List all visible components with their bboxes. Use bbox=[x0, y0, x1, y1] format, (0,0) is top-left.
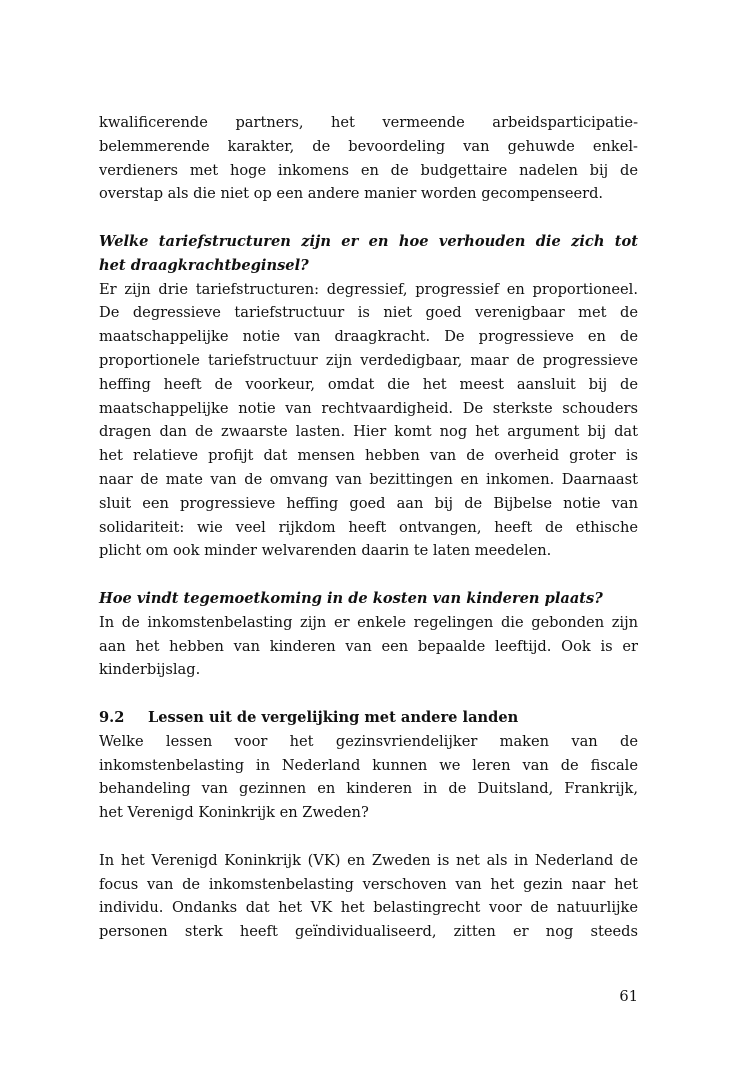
answer-1-line-4: proportionele tariefstructuur zijn verdedigbaar, maar de progressieve bbox=[99, 351, 638, 369]
intro-line-2: belemmerende karakter, de bevoordeling van gehuwde enkel- bbox=[99, 137, 638, 155]
answer-1-line-5: heffing heeft de voorkeur, omdat die het meest aansluit bij de bbox=[99, 375, 638, 393]
answer-1-line-12: plicht om ook minder welvarenden daarin te laten meedelen. bbox=[99, 542, 552, 560]
question-2-heading bbox=[99, 587, 638, 611]
section-heading bbox=[99, 706, 638, 730]
answer-1-line-6: maatschappelijke notie van rechtvaardigheid. De sterkste schouders bbox=[99, 399, 638, 417]
spacer bbox=[99, 825, 638, 849]
answer-1-line-10: sluit een progressieve heffing goed aan bij de Bijbelse notie van bbox=[99, 494, 638, 512]
answer-2-line-2: aan het hebben van kinderen van een bepaalde leeftijd. Ook is er bbox=[99, 637, 638, 655]
answer-1-line-7: dragen dan de zwaarste lasten. Hier komt nog het argument bij dat bbox=[99, 423, 638, 441]
answer-1-line-3: maatschappelijke notie van draagkracht. De progressieve en de bbox=[99, 328, 638, 346]
answer-1-line-8: het relatieve profijt dat mensen hebben van de overheid groter is bbox=[99, 447, 638, 465]
intro-paragraph bbox=[99, 111, 638, 206]
question-2-line-1: Hoe vindt tegemoetkoming in de kosten van kinderen plaats? bbox=[99, 589, 603, 607]
question-1-line-2: het draagkrachtbeginsel? bbox=[99, 256, 309, 274]
spacer bbox=[99, 682, 638, 706]
answer-1-line-1: Er zijn drie tariefstructuren: degressief, progressief en proportioneel. bbox=[99, 280, 638, 298]
spacer bbox=[99, 206, 638, 230]
answer-2-line-3: kinderbijslag. bbox=[99, 661, 201, 679]
intro-line-4: overstap als die niet op een andere manier worden gecompenseerd. bbox=[99, 185, 604, 203]
section-paragraph-2 bbox=[99, 849, 638, 944]
answer-1-paragraph bbox=[99, 278, 638, 564]
section-p1-line-4: het Verenigd Koninkrijk en Zweden? bbox=[99, 804, 369, 822]
section-title: Lessen uit de vergelijking met andere landen bbox=[148, 708, 519, 726]
section-p1-line-1: Welke lessen voor het gezinsvriendelijker maken van de bbox=[99, 732, 638, 750]
section-p1-line-3: behandeling van gezinnen en kinderen in de Duitsland, Frankrijk, bbox=[99, 780, 638, 798]
answer-1-line-9: naar de mate van de omvang van bezittingen en inkomen. Daarnaast bbox=[99, 470, 638, 488]
section-p2-line-1: In het Verenigd Koninkrijk (VK) en Zweden is net als in Nederland de bbox=[99, 851, 638, 869]
page-body bbox=[99, 111, 638, 944]
section-p2-line-2: focus van de inkomstenbelasting verschoven van het gezin naar het bbox=[99, 875, 638, 893]
intro-line-1: kwalificerende partners, het vermeende arbeidsparticipatie- bbox=[99, 114, 638, 131]
section-p1-line-2: inkomstenbelasting in Nederland kunnen we leren van de fiscale bbox=[99, 756, 638, 774]
section-p2-line-3: individu. Ondanks dat het VK het belastingrecht voor de natuurlijke bbox=[99, 899, 638, 917]
section-paragraph-1 bbox=[99, 730, 638, 825]
answer-2-paragraph bbox=[99, 611, 638, 682]
spacer bbox=[99, 563, 638, 587]
intro-line-3: verdieners met hoge inkomens en de budgettaire nadelen bij de bbox=[99, 161, 638, 179]
answer-1-line-2: De degressieve tariefstructuur is niet goed verenigbaar met de bbox=[99, 304, 638, 322]
question-1-line-1: Welke tariefstructuren zijn er en hoe verhouden die zich tot bbox=[99, 232, 638, 250]
page-number: 61 bbox=[619, 988, 638, 1005]
section-p2-line-4: personen sterk heeft geïndividualiseerd, zitten er nog steeds bbox=[99, 923, 638, 941]
answer-2-line-1: In de inkomstenbelasting zijn er enkele regelingen die gebonden zijn bbox=[99, 613, 638, 631]
answer-1-line-11: solidariteit: wie veel rijkdom heeft ontvangen, heeft de ethische bbox=[99, 518, 638, 536]
question-1-heading bbox=[99, 230, 638, 278]
section-number: 9.2 bbox=[99, 708, 125, 726]
